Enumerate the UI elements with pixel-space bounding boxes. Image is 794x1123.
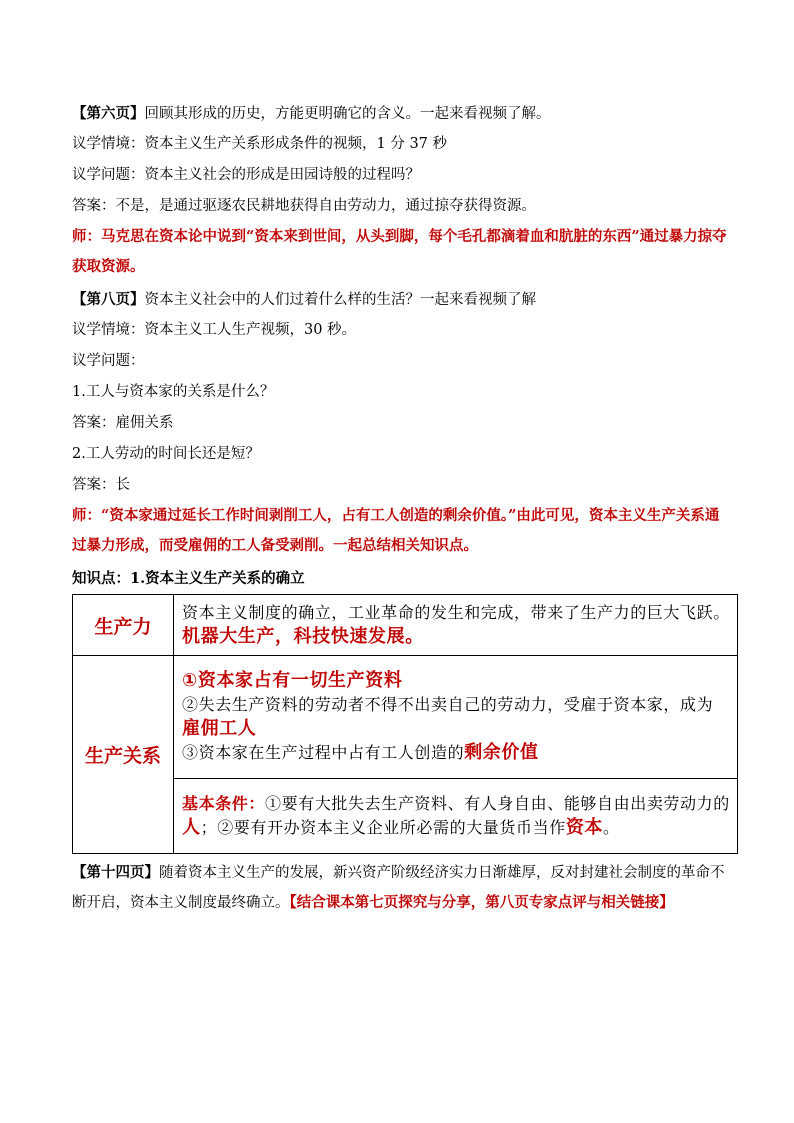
relations-item-3-emphasis: 剩余价值 — [464, 742, 539, 763]
p8-a2: 答案：长 — [72, 477, 130, 493]
p8-tag: 【第八页】 — [72, 291, 145, 308]
row-head-relations: 生产关系 — [73, 656, 174, 854]
p14-text: 随着资本主义生产的发展，新兴资产阶级经济实力日渐雄厚，反对封建社会制度的革命不断开启，资本主义制度最终确立。 — [72, 865, 725, 911]
row-head-productivity: 生产力 — [73, 595, 174, 656]
p8-paragraph — [72, 284, 732, 315]
basic-conditions-emphasis-1: 人 — [182, 817, 201, 838]
p6-answer: 答案：不是，是通过驱逐农民耕地获得自由劳动力，通过掠夺获得资源。 — [72, 198, 536, 214]
p14-tag: 【第十四页】 — [72, 864, 159, 881]
relations-item-3 — [182, 741, 731, 765]
p8-q1: 1.工人与资本家的关系是什么？ — [72, 384, 275, 400]
basic-conditions-text-2: ；②要有开办资本主义企业所必需的大量货币当作 — [200, 818, 566, 837]
knowledge-table — [72, 594, 738, 854]
row-body-basic-conditions — [174, 779, 738, 854]
relations-item-2-text: ②失去生产资料的劳动者不得不出卖自己的劳动力，受雇于资本家，成为 — [182, 695, 714, 714]
knowledge-point-title: 知识点：1.资本主义生产关系的确立 — [72, 570, 305, 587]
basic-conditions-text-1: ①要有大批失去生产资料、有人身自由、能够自由出卖劳动力的 — [265, 794, 730, 813]
basic-conditions-emphasis-2: 资本 — [565, 817, 604, 838]
document-body — [72, 98, 732, 918]
relations-item-3-text: ③资本家在生产过程中占有工人创造的 — [182, 743, 465, 762]
basic-conditions-end: 。 — [603, 818, 620, 837]
table-row-productivity — [73, 595, 738, 656]
p8-question-label: 议学问题： — [72, 353, 145, 369]
row-body-relations — [174, 656, 738, 779]
p14-paragraph — [72, 858, 732, 918]
p8-context: 议学情境：资本主义工人生产视频，30 秒。 — [72, 322, 357, 338]
relations-item-2 — [182, 693, 731, 741]
row-body-productivity — [174, 595, 738, 656]
p6-tag: 【第六页】 — [72, 105, 145, 122]
basic-conditions-label: 基本条件： — [182, 794, 266, 813]
p6-context: 议学情境：资本主义生产关系形成条件的视频，1 分 37 秒 — [72, 136, 448, 152]
p6-question: 议学问题：资本主义社会的形成是田园诗般的过程吗？ — [72, 167, 420, 183]
p14-note: 【结合课本第七页探究与分享，第八页专家点评与相关链接】 — [289, 894, 674, 911]
relations-item-2-emphasis: 雇佣工人 — [182, 718, 257, 739]
p8-teacher: 师：“资本家通过延长工作时间剥削工人，占有工人创造的剩余价值。”由此可见，资本主义生产关系通过暴力形成，而受雇佣的工人备受剥削。一起总结相关知识点。 — [72, 507, 720, 554]
p6-paragraph — [72, 98, 732, 129]
p8-q2: 2.工人劳动的时间长还是短？ — [72, 446, 260, 462]
p6-text: 回顾其形成的历史，方能更明确它的含义。一起来看视频了解。 — [144, 106, 551, 122]
p8-text: 资本主义社会中的人们过着什么样的生活？一起来看视频了解 — [144, 292, 536, 308]
productivity-text: 资本主义制度的确立，工业革命的发生和完成，带来了生产力的巨大飞跃。 — [182, 603, 730, 622]
relations-item-1: ①资本家占有一切生产资料 — [182, 670, 403, 691]
p6-teacher: 师：马克思在资本论中说到“资本来到世间，从头到脚，每个毛孔都滴着血和肮脏的东西”通过暴力掠夺获取资源。 — [72, 228, 727, 275]
table-row-relations — [73, 656, 738, 779]
p8-a1: 答案：雇佣关系 — [72, 415, 174, 431]
productivity-emphasis: 机器大生产，科技快速发展。 — [182, 626, 424, 647]
